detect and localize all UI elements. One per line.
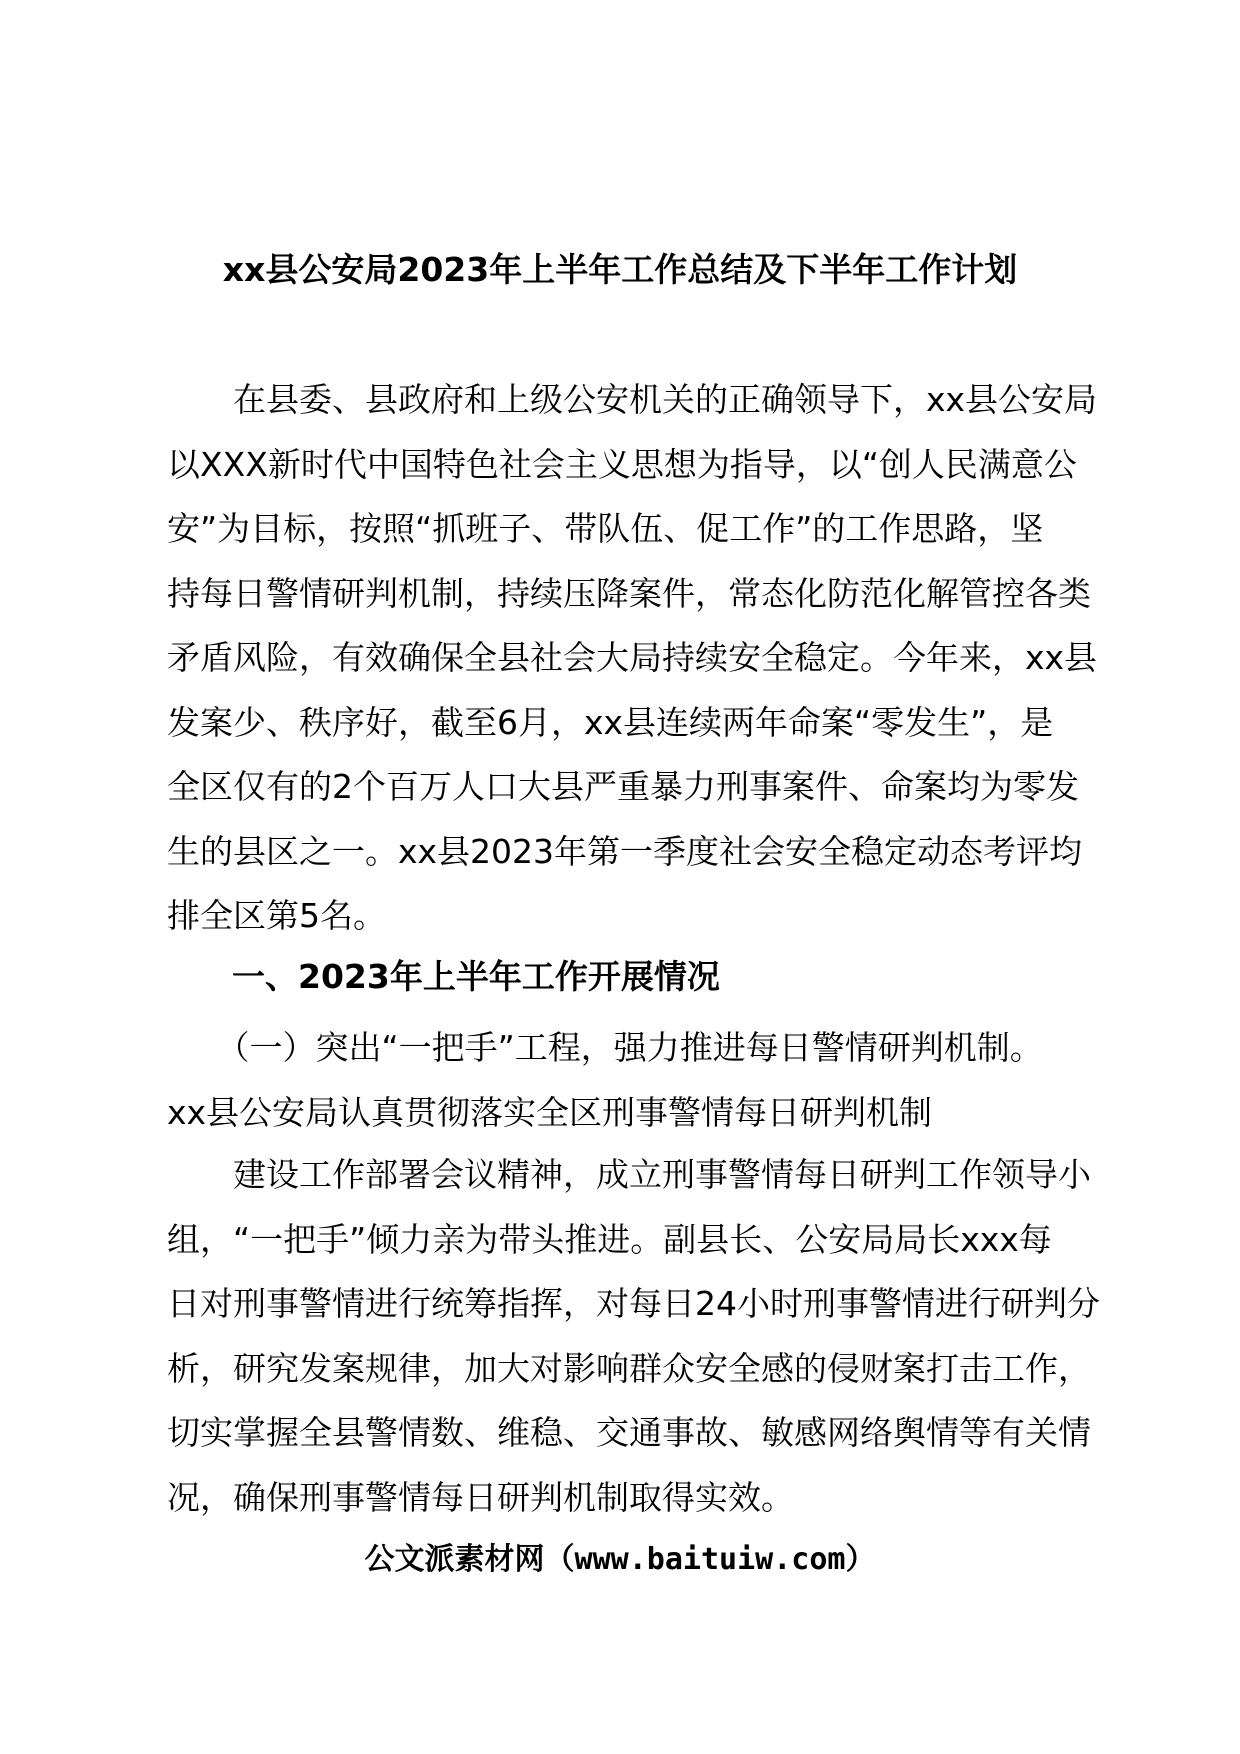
body-line: 切实掌握全县警情数、维稳、交通事故、敏感网络舆情等有关情 [167, 1413, 1091, 1452]
footer-site-close: ） [845, 1542, 876, 1577]
intro-line: 全区仅有的2个百万人口大县严重暴力刑事案件、命案均为零发 [167, 767, 1079, 806]
footer-site-url[interactable]: www.baituiw.com [574, 1542, 846, 1577]
body-line: 组，“一把手”倾力亲为带头推进。副县长、公安局局长xxx每 [167, 1219, 1052, 1259]
body-line: 日对刑事警情进行统筹指挥，对每日24小时刑事警情进行研判分 [167, 1284, 1100, 1323]
subsection-paragraph [167, 1016, 1107, 1145]
body-line: 况，确保刑事警情每日研判机制取得实效。 [167, 1477, 794, 1517]
footer-site-name: 公文派素材网（ [364, 1542, 575, 1577]
document-title: xx县公安局2023年上半年工作总结及下半年工作计划 [222, 250, 1018, 289]
body-paragraph [167, 1143, 1107, 1530]
footer-source [0, 1540, 1240, 1580]
subsection-line: xx县公安局认真贯彻落实全区刑事警情每日研判机制 [167, 1092, 933, 1132]
body-line: 建设工作部署会议精神，成立刑事警情每日研判工作领导小 [167, 1155, 1091, 1194]
intro-paragraph [167, 368, 1107, 949]
intro-line: 生的县区之一。xx县2023年第一季度社会安全稳定动态考评均 [167, 831, 1083, 871]
subsection-line: （一）突出“一把手”工程，强力推进每日警情研判机制。 [167, 1028, 1043, 1067]
intro-line: 在县委、县政府和上级公安机关的正确领导下，xx县公安局 [167, 380, 1098, 419]
intro-line: 以XXX新时代中国特色社会主义思想为指导，以“创人民满意公 [167, 444, 1077, 484]
body-line: 析，研究发案规律，加大对影响群众安全感的侵财案打击工作， [167, 1348, 1091, 1388]
intro-line: 矛盾风险，有效确保全县社会大局持续安全稳定。今年来，xx县 [167, 638, 1098, 677]
intro-line: 持每日警情研判机制，持续压降案件，常态化防范化解管控各类 [167, 573, 1091, 613]
intro-line: 排全区第5名。 [167, 896, 386, 935]
intro-line: 发案少、秩序好，截至6月，xx县连续两年命案“零发生”，是 [167, 702, 1054, 742]
intro-line: 安”为目标，按照“抓班子、带队伍、促工作”的工作思路，坚 [167, 509, 1044, 548]
section-heading: 一、2023年上半年工作开展情况 [232, 957, 720, 996]
